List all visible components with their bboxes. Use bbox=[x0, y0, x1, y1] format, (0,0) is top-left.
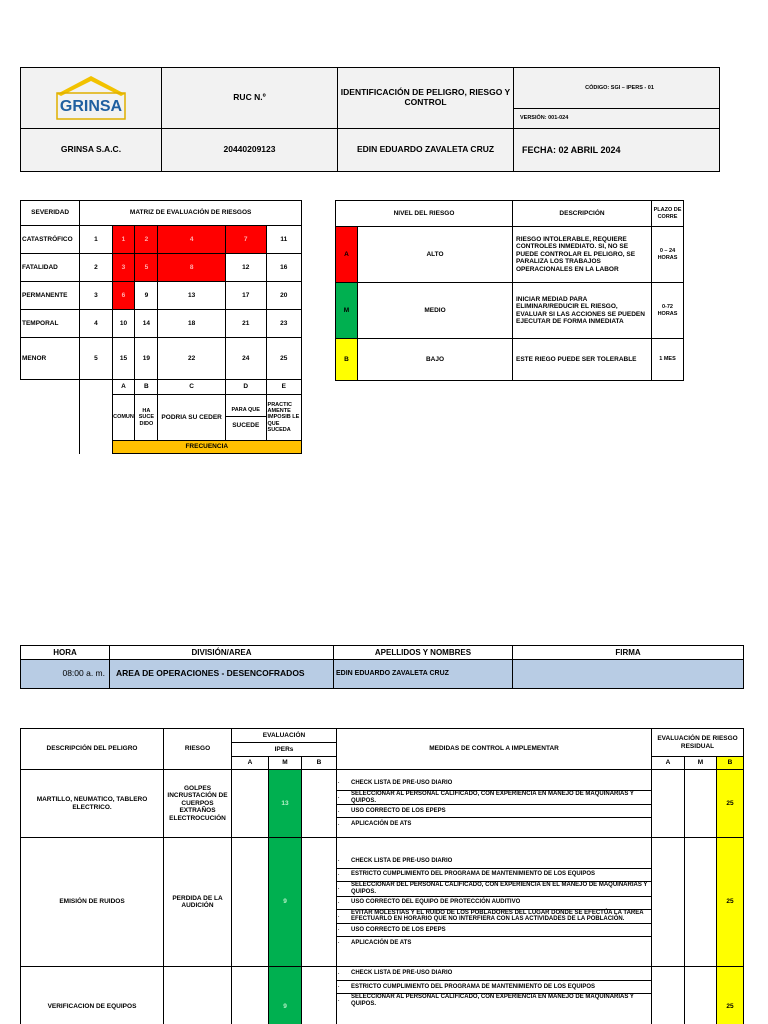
measure-text: SELECCIONAR AL PERSONAL CALIFICADO, CON EXPERIENCIA EN MANEJO DE MAQUINARIAS Y QUIPOS. bbox=[351, 790, 634, 804]
ruc-value: 20440209123 bbox=[162, 129, 338, 172]
frequency-desc: PRACTIC AMENTE IMPOSIB LE QUE SUCEDA bbox=[266, 395, 301, 441]
matrix-cell: 18 bbox=[158, 310, 226, 338]
residual-m-header: M bbox=[685, 757, 717, 770]
residual-m-cell bbox=[685, 770, 717, 838]
nombre-value: EDIN EDUARDO ZAVALETA CRUZ bbox=[334, 660, 513, 689]
legend-header-description: DESCRIPCIÓN bbox=[513, 201, 652, 227]
evaluacion-header: EVALUACIÓN bbox=[232, 729, 337, 743]
measure-text: USO CORRECTO DE LOS EPEPS bbox=[351, 807, 446, 814]
document-header bbox=[20, 67, 720, 172]
bullet: . bbox=[338, 926, 340, 933]
hazard-description: EMISIÓN DE RUIDOS bbox=[21, 838, 164, 967]
matrix-cell: 2 bbox=[135, 226, 158, 254]
measure-text: ESTRICTO CUMPLIMIENTO DEL PROGRAMA DE MANTENIMIENTO DE LOS EQUIPOS bbox=[351, 983, 596, 990]
division-table bbox=[20, 645, 744, 689]
matrix-cell: 24 bbox=[225, 338, 266, 380]
frequency-letter: E bbox=[266, 380, 301, 395]
fecha-label: FECHA: 02 ABRIL 2024 bbox=[514, 129, 720, 172]
hazard-risk: GOLPES INCRUSTACIÓN DE CUERPOS EXTRAÑOS ELECTROCUCIÓN bbox=[164, 770, 232, 838]
severity-label: MENOR bbox=[21, 338, 80, 380]
eval-a-cell bbox=[232, 770, 269, 838]
frequency-desc: HA SUCE DIDO bbox=[135, 395, 158, 441]
measure-item bbox=[337, 993, 651, 1008]
eval-m-header: M bbox=[269, 757, 302, 770]
hazard-description: MARTILLO, NEUMATICO, TABLERO ELECTRICO. bbox=[21, 770, 164, 838]
matrix-cell: 11 bbox=[266, 226, 301, 254]
severity-number: 1 bbox=[80, 226, 112, 254]
measure-item bbox=[337, 967, 651, 980]
severity-label: CATASTRÓFICO bbox=[21, 226, 80, 254]
hazard-risk bbox=[164, 967, 232, 1024]
frequency-letter: D bbox=[225, 380, 266, 395]
residual-a-cell bbox=[652, 967, 685, 1024]
frequency-desc-d-bottom: SUCEDE bbox=[232, 421, 260, 429]
bullet: . bbox=[338, 983, 340, 990]
eval-a-cell bbox=[232, 967, 269, 1024]
eval-m-cell: 13 bbox=[269, 770, 302, 838]
company-name: GRINSA S.A.C. bbox=[21, 129, 162, 172]
severidad-header: SEVERIDAD bbox=[21, 201, 80, 226]
matrix-cell: 25 bbox=[266, 338, 301, 380]
matrix-cell: 8 bbox=[158, 254, 226, 282]
severity-number: 3 bbox=[80, 282, 112, 310]
eval-b-cell bbox=[302, 770, 337, 838]
residual-m-cell bbox=[685, 967, 717, 1024]
eval-m-cell: 9 bbox=[269, 967, 302, 1024]
measure-item bbox=[337, 923, 651, 936]
residual-a-cell bbox=[652, 838, 685, 967]
residual-m-cell bbox=[685, 838, 717, 967]
bullet: . bbox=[338, 912, 340, 919]
residual-b-header: B bbox=[717, 757, 744, 770]
severity-number: 4 bbox=[80, 310, 112, 338]
control-measures bbox=[337, 838, 652, 967]
document-title: IDENTIFICACIÓN DE PELIGRO, RIESGO Y CONTROL bbox=[338, 68, 514, 129]
matrix-cell: 23 bbox=[266, 310, 301, 338]
measure-text: USO CORRECTO DE LOS EPEPS bbox=[351, 926, 446, 933]
frequency-desc-d bbox=[225, 395, 266, 441]
measure-text: SELECCIONAR DEL PERSONAL CALIFICADO, CON EXPERIENCIA EN EL MANEJO DE MAQUINARIAS Y QUIPOS. bbox=[351, 881, 648, 895]
measure-text: CHECK LISTA DE PRE-USO DIARIO bbox=[351, 779, 453, 786]
severity-number: 2 bbox=[80, 254, 112, 282]
eval-b-cell bbox=[302, 967, 337, 1024]
hazard-description: VERIFICACION DE EQUIPOS bbox=[21, 967, 164, 1024]
measure-item bbox=[337, 868, 651, 881]
matrix-cell: 21 bbox=[225, 310, 266, 338]
measure-item bbox=[337, 855, 651, 868]
risk-level-legend bbox=[335, 200, 684, 381]
frecuencia-label: FRECUENCIA bbox=[112, 441, 301, 454]
measure-item bbox=[337, 980, 651, 993]
control-measures bbox=[337, 967, 652, 1024]
matrix-cell: 20 bbox=[266, 282, 301, 310]
matrix-cell: 9 bbox=[135, 282, 158, 310]
frequency-desc: COMUN bbox=[112, 395, 135, 441]
bullet: . bbox=[338, 820, 340, 827]
measure-text: CHECK LISTA DE PRE-USO DIARIO bbox=[351, 970, 453, 977]
matrix-cell: 19 bbox=[135, 338, 158, 380]
medidas-header: MEDIDAS DE CONTROL A IMPLEMENTAR bbox=[337, 729, 652, 770]
frequency-letter: C bbox=[158, 380, 226, 395]
hora-value: 08:00 a. m. bbox=[21, 660, 110, 689]
matrix-cell: 3 bbox=[112, 254, 135, 282]
matrix-cell: 6 bbox=[112, 282, 135, 310]
risk-description: RIESGO INTOLERABLE, REQUIERE CONTROLES INMEDIATO. SI, NO SE PUEDE CONTROLAR EL PELIGRO, SE PARALIZA LOS TRABAJOS OPERACIONALES EN LA LABOR bbox=[513, 227, 652, 283]
measure-item bbox=[337, 817, 651, 830]
risk-description: INICIAR MEDIAD PARA ELIMINAR/REDUCIR EL RIESGO, EVALUAR SI LAS ACCIONES SE PUEDEN EJECUTAR DE FORMA INMEDIATA bbox=[513, 283, 652, 339]
matrix-cell: 13 bbox=[158, 282, 226, 310]
severity-label: PERMANENTE bbox=[21, 282, 80, 310]
hazards-table bbox=[20, 728, 744, 1024]
severity-label: TEMPORAL bbox=[21, 310, 80, 338]
risk-matrix bbox=[20, 200, 302, 454]
matrix-title: MATRIZ DE EVALUACIÓN DE RIESGOS bbox=[80, 201, 302, 226]
matrix-cell: 17 bbox=[225, 282, 266, 310]
bullet: . bbox=[338, 793, 340, 800]
residual-b-cell: 25 bbox=[717, 967, 744, 1024]
firma-value bbox=[513, 660, 744, 689]
measure-item bbox=[337, 896, 651, 909]
logo-cell bbox=[21, 68, 162, 129]
measure-text: EVITAR MOLESTIAS Y EL RUIDO DE LOS POBLADORES DEL LUGAR DONDE SE EFECTÚA LA TAREA EFECTUARLO EN HORARIO QUE NO INTERFIERA CON LAS ACTIVIDADES DE LA POBLACIÓN. bbox=[351, 909, 644, 923]
measure-item bbox=[337, 777, 651, 790]
risk-code-alto: A bbox=[336, 227, 358, 283]
descripcion-header: DESCRIPCIÓN DEL PELIGRO bbox=[21, 729, 164, 770]
bullet: . bbox=[338, 898, 340, 905]
hazard-risk: PERDIDA DE LA AUDICIÓN bbox=[164, 838, 232, 967]
firma-header: FIRMA bbox=[513, 646, 744, 660]
grinsa-logo bbox=[51, 72, 131, 122]
ruc-label: RUC N.º bbox=[162, 68, 338, 129]
measure-item bbox=[337, 790, 651, 805]
eval-b-cell bbox=[302, 838, 337, 967]
residual-b-cell: 25 bbox=[717, 770, 744, 838]
bullet: . bbox=[338, 969, 340, 976]
hora-header: HORA bbox=[21, 646, 110, 660]
bullet: . bbox=[338, 807, 340, 814]
matrix-cell: 14 bbox=[135, 310, 158, 338]
risk-level-label: ALTO bbox=[358, 227, 513, 283]
bullet: . bbox=[338, 870, 340, 877]
frequency-letter: A bbox=[112, 380, 135, 395]
risk-plazo: 0 – 24 HORAS bbox=[652, 227, 684, 283]
matrix-cell: 22 bbox=[158, 338, 226, 380]
risk-code-bajo: B bbox=[336, 339, 358, 381]
nombres-header: APELLIDOS Y NOMBRES bbox=[334, 646, 513, 660]
riesgo-header: RIESGO bbox=[164, 729, 232, 770]
legend-header-plazo: PLAZO DE CORRE bbox=[652, 201, 684, 227]
ipers-header: IPERs bbox=[232, 743, 337, 757]
risk-level-label: BAJO bbox=[358, 339, 513, 381]
eval-b-header: B bbox=[302, 757, 337, 770]
risk-level-label: MEDIO bbox=[358, 283, 513, 339]
frequency-desc-d-top: PARA QUE bbox=[226, 406, 266, 417]
risk-code-medio: M bbox=[336, 283, 358, 339]
measure-item bbox=[337, 881, 651, 896]
risk-description: ESTE RIEGO PUEDE SER TOLERABLE bbox=[513, 339, 652, 381]
bullet: . bbox=[338, 857, 340, 864]
residual-b-cell: 25 bbox=[717, 838, 744, 967]
version-label: VERSIÓN: 001-024 bbox=[514, 109, 720, 129]
area-value: AREA DE OPERACIONES - DESENCOFRADOS bbox=[110, 660, 334, 689]
measure-text: ESTRICTO CUMPLIMIENTO DEL PROGRAMA DE MANTENIMIENTO DE LOS EQUIPOS bbox=[351, 871, 596, 878]
measure-text: SELECCIONAR AL PERSONAL CALIFICADO, CON EXPERIENCIA EN MANEJO DE MAQUINARIAS Y QUIPOS. bbox=[351, 994, 634, 1007]
matrix-cell: 12 bbox=[225, 254, 266, 282]
measure-text: CHECK LISTA DE PRE-USO DIARIO bbox=[351, 857, 453, 864]
bullet: . bbox=[338, 997, 340, 1004]
bullet: . bbox=[338, 779, 340, 786]
matrix-cell: 7 bbox=[225, 226, 266, 254]
bullet: . bbox=[338, 884, 340, 891]
matrix-cell: 5 bbox=[135, 254, 158, 282]
eval-a-cell bbox=[232, 838, 269, 967]
frequency-letter: B bbox=[135, 380, 158, 395]
measure-item bbox=[337, 909, 651, 924]
matrix-cell: 10 bbox=[112, 310, 135, 338]
risk-plazo: 1 MES bbox=[652, 339, 684, 381]
frequency-desc: PODRIA SU CEDER bbox=[158, 395, 226, 441]
logo-text: GRINSA bbox=[59, 97, 123, 115]
residual-header: EVALUACIÓN DE RIESGO RESIDUAL bbox=[652, 729, 744, 757]
measure-text: USO CORRECTO DEL EQUIPO DE PROTECCIÓN AUDITIVO bbox=[351, 899, 521, 906]
matrix-cell: 1 bbox=[112, 226, 135, 254]
measure-text: APLICACIÓN DE ATS bbox=[351, 820, 412, 827]
risk-plazo: 0-72 HORAS bbox=[652, 283, 684, 339]
residual-a-header: A bbox=[652, 757, 685, 770]
bullet: . bbox=[338, 939, 340, 946]
severity-label: FATALIDAD bbox=[21, 254, 80, 282]
codigo-label: CÓDIGO: SGI – IPERS - 01 bbox=[514, 68, 720, 109]
matrix-cell: 15 bbox=[112, 338, 135, 380]
matrix-cell: 4 bbox=[158, 226, 226, 254]
matrix-cell: 16 bbox=[266, 254, 301, 282]
responsible-name: EDIN EDUARDO ZAVALETA CRUZ bbox=[338, 129, 514, 172]
severity-number: 5 bbox=[80, 338, 112, 380]
measure-item bbox=[337, 936, 651, 949]
residual-a-cell bbox=[652, 770, 685, 838]
eval-a-header: A bbox=[232, 757, 269, 770]
legend-header-level: NIVEL DEL RIESGO bbox=[336, 201, 513, 227]
control-measures bbox=[337, 770, 652, 838]
division-header: DIVISIÓN/AREA bbox=[110, 646, 334, 660]
measure-text: APLICACIÓN DE ATS bbox=[351, 939, 412, 946]
eval-m-cell: 9 bbox=[269, 838, 302, 967]
measure-item bbox=[337, 804, 651, 817]
